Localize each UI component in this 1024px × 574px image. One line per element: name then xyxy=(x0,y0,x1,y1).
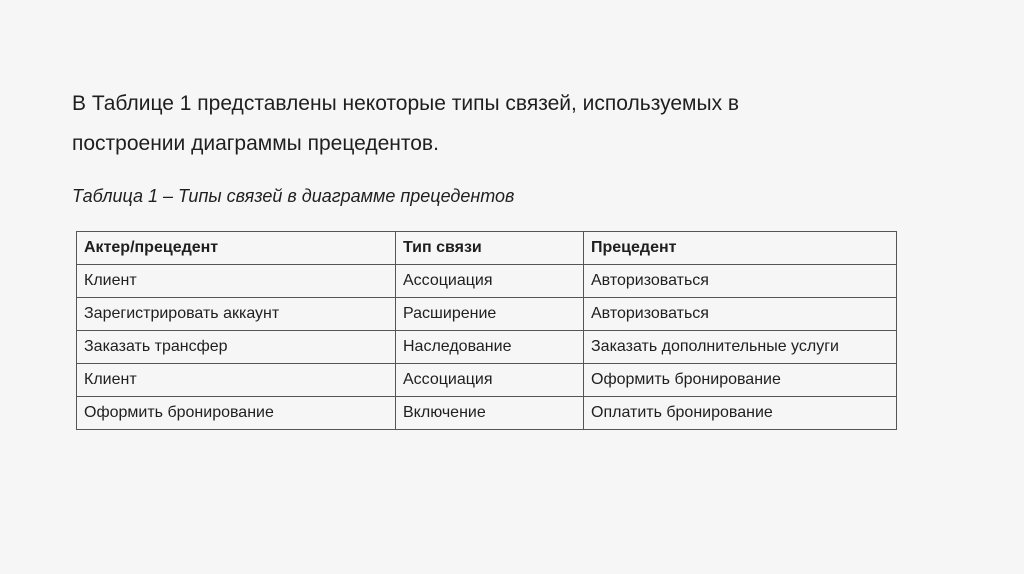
table-cell: Включение xyxy=(396,397,584,430)
table-cell: Авторизоваться xyxy=(584,298,897,331)
table-cell: Клиент xyxy=(77,364,396,397)
table-caption: Таблица 1 – Типы связей в диаграмме прецедентов xyxy=(72,186,515,206)
table-row xyxy=(77,397,897,430)
table-cell: Оформить бронирование xyxy=(77,397,396,430)
table-cell: Оформить бронирование xyxy=(584,364,897,397)
header-actor-usecase: Актер/прецедент xyxy=(77,232,396,265)
table-header-row xyxy=(77,232,897,265)
table-row xyxy=(77,364,897,397)
table-cell: Авторизоваться xyxy=(584,265,897,298)
header-usecase: Прецедент xyxy=(584,232,897,265)
table-cell: Зарегистрировать аккаунт xyxy=(77,298,396,331)
intro-line-2: построении диаграммы прецедентов. xyxy=(72,132,439,155)
table-cell: Заказать дополнительные услуги xyxy=(584,331,897,364)
table-row xyxy=(77,331,897,364)
intro-paragraph xyxy=(72,84,872,164)
table-cell: Ассоциация xyxy=(396,364,584,397)
table-cell: Оплатить бронирование xyxy=(584,397,897,430)
relationship-types-table xyxy=(76,231,897,430)
table-cell: Ассоциация xyxy=(396,265,584,298)
table-row xyxy=(77,265,897,298)
intro-line-1: В Таблице 1 представлены некоторые типы связей, используемых в xyxy=(72,92,740,115)
table-cell: Расширение xyxy=(396,298,584,331)
table-cell: Наследование xyxy=(396,331,584,364)
table-cell: Заказать трансфер xyxy=(77,331,396,364)
table-cell: Клиент xyxy=(77,265,396,298)
header-relation-type: Тип связи xyxy=(396,232,584,265)
table-row xyxy=(77,298,897,331)
